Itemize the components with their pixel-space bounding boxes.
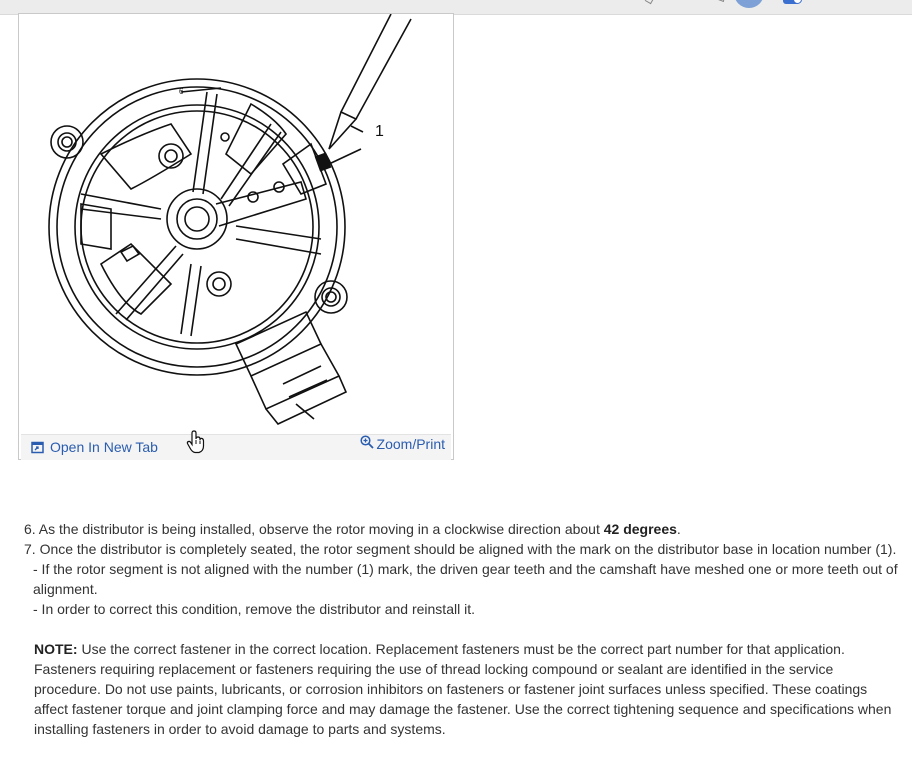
avatar[interactable] (734, 0, 764, 8)
figure-card (18, 13, 454, 460)
zoom-print-link[interactable] (360, 436, 445, 452)
toggle-icon[interactable] (783, 0, 799, 4)
step-7: 7. Once the distributor is completely seated, the rotor segment should be aligned with the mark on the distributor base in location number (1). (24, 541, 897, 557)
note-label: NOTE: (34, 641, 78, 657)
hand-cursor-icon (186, 430, 206, 454)
distributor-diagram (21, 14, 451, 434)
rotation-degrees: 42 degrees (603, 521, 677, 537)
base-mark-label: 6 (179, 87, 184, 96)
instructions (20, 519, 900, 739)
subpoint-correct: - In order to correct this condition, remove the distributor and reinstall it. (33, 601, 475, 617)
menu-chevron-icon[interactable] (645, 0, 655, 4)
step-6: 6. As the distributor is being installed, observe the rotor moving in a clockwise direction about 42 degrees. (24, 521, 681, 537)
figure-toolbar (21, 434, 451, 460)
distributor-drawing (21, 14, 451, 434)
note-text: Use the correct fastener in the correct location. Replacement fasteners must be the correct part number for that application. Fasteners requiring replacement or fasteners requiring the use of thread locking compound or sealant are identified in the service procedure. Do not use paints, lubricants, or corrosion inhibitors on fasteners or fastener joint surfaces unless specified. These coatings affect fastener torque and joint clamping force and may damage the fastener. Use the correct tightening sequence and specifications when installing fasteners in order to avoid damage to parts and systems. (34, 641, 892, 737)
fastener-note (20, 639, 900, 739)
zoom-print-label: Zoom/Print (376, 436, 445, 452)
open-in-new-tab-link[interactable] (31, 439, 158, 455)
open-in-new-tab-label: Open In New Tab (50, 439, 158, 455)
zoom-icon (360, 435, 374, 449)
callout-label: 1 (375, 123, 384, 140)
search-chevron-icon[interactable] (717, 0, 726, 2)
open-new-tab-icon (31, 441, 44, 454)
subpoint-misaligned: - If the rotor segment is not aligned with the number (1) mark, the driven gear teeth and the camshaft have meshed one or more teeth out of alignment. (33, 561, 898, 597)
